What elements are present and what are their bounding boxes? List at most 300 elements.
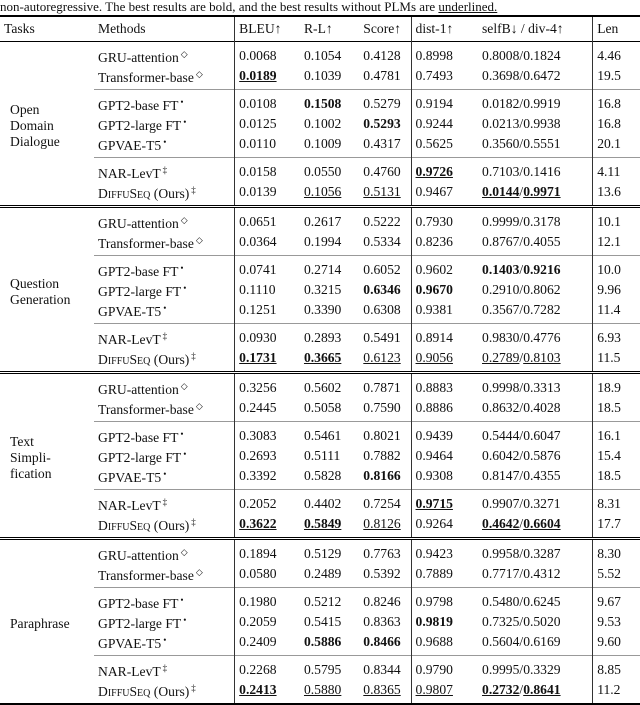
bleu-cell [235, 300, 300, 324]
bleu-value: 0.2059 [239, 614, 277, 629]
score-value: 0.5491 [363, 330, 401, 345]
dist1-cell [411, 280, 478, 300]
method-marker: ‡ [162, 497, 168, 507]
dist1-cell [411, 490, 478, 515]
len-value: 16.8 [597, 116, 621, 131]
dist1-cell [411, 256, 478, 281]
selfb-value: 0.0182 [482, 96, 520, 111]
method-name: GPVAE-T5 [98, 470, 162, 485]
score-value: 0.5334 [363, 234, 401, 249]
bleu-cell [235, 539, 300, 565]
rl-cell [300, 256, 359, 281]
dist1-value: 0.9423 [415, 546, 453, 561]
method-name: GPT2-large FT [98, 450, 182, 465]
selfb-value: 0.4642 [482, 516, 520, 531]
dist1-cell [411, 398, 478, 422]
rl-cell [300, 490, 359, 515]
table-row [0, 207, 640, 233]
section [0, 42, 640, 207]
bleu-value: 0.1251 [239, 302, 277, 317]
score-cell [359, 539, 411, 565]
method-name: Transformer-base [98, 70, 194, 85]
len-value: 12.1 [597, 234, 621, 249]
rl-cell [300, 398, 359, 422]
len-value: 4.46 [597, 48, 621, 63]
len-cell [593, 280, 640, 300]
rl-cell [300, 632, 359, 656]
div4-value: 0.8062 [523, 282, 561, 297]
len-cell [593, 232, 640, 256]
score-value: 0.8166 [363, 468, 401, 483]
method-name: GPVAE-T5 [98, 138, 162, 153]
score-cell [359, 42, 411, 67]
task-label [0, 42, 94, 207]
bleu-value: 0.1731 [239, 350, 277, 365]
table-row [0, 324, 640, 349]
dist1-value: 0.9807 [415, 682, 453, 697]
selfb-value: 0.6042 [482, 448, 520, 463]
score-value: 0.7763 [363, 546, 401, 561]
rl-cell [300, 564, 359, 588]
method-name: NAR-LevT [98, 332, 161, 347]
len-cell [593, 656, 640, 681]
table-row [0, 398, 640, 422]
len-cell [593, 114, 640, 134]
len-value: 10.0 [597, 262, 621, 277]
len-value: 9.60 [597, 634, 621, 649]
table-row [0, 158, 640, 183]
rl-cell [300, 539, 359, 565]
method-name: GPVAE-T5 [98, 636, 162, 651]
method-name: DiffuSeq [98, 684, 151, 699]
len-value: 10.1 [597, 214, 621, 229]
rl-cell [300, 300, 359, 324]
div4-value: 0.6604 [523, 516, 561, 531]
method-marker: ‡ [162, 663, 168, 673]
method-name: GPT2-large FT [98, 284, 182, 299]
rl-cell [300, 114, 359, 134]
method-marker: • [183, 449, 187, 459]
len-value: 9.96 [597, 282, 621, 297]
selfb-div4-cell: 0.0213/0.9938 [478, 114, 593, 134]
score-value: 0.8021 [363, 428, 401, 443]
task-name: Text Simpli- fication [10, 433, 52, 481]
len-value: 6.93 [597, 330, 621, 345]
bleu-cell [235, 158, 300, 183]
score-cell [359, 564, 411, 588]
bleu-value: 0.1980 [239, 594, 277, 609]
rl-cell [300, 66, 359, 90]
div4-value: 0.9216 [523, 262, 561, 277]
method-name: Transformer-base [98, 402, 194, 417]
method-marker: ◇ [195, 567, 203, 577]
score-cell [359, 466, 411, 490]
bleu-value: 0.0068 [239, 48, 277, 63]
dist1-cell [411, 466, 478, 490]
score-cell [359, 66, 411, 90]
method-name: DiffuSeq [98, 352, 151, 367]
task-name: Question Generation [10, 275, 71, 307]
rl-cell [300, 207, 359, 233]
dist1-value: 0.9194 [415, 96, 453, 111]
len-cell [593, 446, 640, 466]
method-name: GRU-attention [98, 548, 179, 563]
div4-value: 0.4355 [523, 468, 561, 483]
dist1-value: 0.7493 [415, 68, 453, 83]
rl-value: 0.2893 [303, 330, 342, 345]
len-cell [593, 514, 640, 539]
rl-value: 0.1994 [303, 234, 342, 249]
method-marker: ◇ [195, 69, 203, 79]
selfb-div4-cell: 0.7325/0.5020 [478, 612, 593, 632]
dist1-cell [411, 373, 478, 399]
method-cell [94, 232, 235, 256]
table-row [0, 656, 640, 681]
table-row [0, 42, 640, 67]
dist1-value: 0.8914 [415, 330, 453, 345]
len-cell [593, 373, 640, 399]
table-row [0, 182, 640, 207]
score-cell [359, 422, 411, 447]
score-cell [359, 182, 411, 207]
method-cell [94, 680, 235, 704]
bleu-cell [235, 588, 300, 613]
method-marker: • [163, 635, 167, 645]
dist1-value: 0.9715 [415, 496, 453, 511]
rl-value: 0.5880 [303, 682, 342, 697]
rl-cell [300, 588, 359, 613]
selfb-value: 0.1403 [482, 262, 520, 277]
selfb-div4-cell: 0.9999/0.3178 [478, 207, 593, 233]
div4-value: 0.4776 [523, 330, 561, 345]
rl-cell [300, 182, 359, 207]
table-row [0, 66, 640, 90]
rl-cell [300, 324, 359, 349]
score-cell [359, 588, 411, 613]
selfb-div4-cell: 0.7103/0.1416 [478, 158, 593, 183]
section [0, 539, 640, 705]
selfb-div4-cell: 0.3560/0.5551 [478, 134, 593, 158]
rl-cell [300, 158, 359, 183]
selfb-value: 0.8767 [482, 234, 520, 249]
rl-cell [300, 232, 359, 256]
rl-cell [300, 466, 359, 490]
score-cell [359, 324, 411, 349]
method-cell [94, 90, 235, 115]
score-cell [359, 256, 411, 281]
selfb-value: 0.7103 [482, 164, 520, 179]
rl-cell [300, 422, 359, 447]
rl-value: 0.5111 [303, 448, 341, 463]
len-cell [593, 182, 640, 207]
selfb-div4-cell: 0.0182/0.9919 [478, 90, 593, 115]
len-value: 5.52 [597, 566, 621, 581]
method-name: Transformer-base [98, 236, 194, 251]
table-row [0, 466, 640, 490]
score-cell [359, 232, 411, 256]
rl-value: 0.3665 [303, 350, 342, 365]
div4-value: 0.3178 [523, 214, 561, 229]
score-cell [359, 446, 411, 466]
dist1-value: 0.9264 [415, 516, 453, 531]
method-marker: ‡ [162, 331, 168, 341]
rl-value: 0.3215 [303, 282, 342, 297]
len-cell [593, 612, 640, 632]
selfb-value: 0.9958 [482, 546, 520, 561]
dist1-cell [411, 324, 478, 349]
rl-value: 0.2617 [303, 214, 342, 229]
task-name: Open Domain Dialogue [10, 101, 60, 149]
score-cell [359, 158, 411, 183]
score-value: 0.7590 [363, 400, 401, 415]
dist1-value: 0.9670 [415, 282, 453, 297]
bleu-value: 0.0110 [239, 136, 277, 151]
method-name: NAR-LevT [98, 664, 161, 679]
bleu-value: 0.3083 [239, 428, 277, 443]
score-value: 0.8126 [363, 516, 401, 531]
method-marker: • [163, 469, 167, 479]
dist1-value: 0.9798 [415, 594, 453, 609]
dist1-value: 0.5625 [415, 136, 453, 151]
method-cell [94, 612, 235, 632]
bleu-value: 0.0125 [239, 116, 277, 131]
selfb-div4-cell: 0.8632/0.4028 [478, 398, 593, 422]
method-name: DiffuSeq [98, 186, 151, 201]
bleu-cell [235, 514, 300, 539]
method-marker: • [183, 117, 187, 127]
dist1-value: 0.9464 [415, 448, 453, 463]
len-cell [593, 564, 640, 588]
dist1-cell [411, 348, 478, 373]
results-table [0, 15, 640, 705]
len-cell [593, 422, 640, 447]
rl-value: 0.5886 [303, 634, 342, 649]
method-suffix: (Ours) [153, 684, 190, 699]
bleu-value: 0.2409 [239, 634, 277, 649]
selfb-div4-cell: 0.5604/0.6169 [478, 632, 593, 656]
selfb-value: 0.0213 [482, 116, 520, 131]
len-cell [593, 632, 640, 656]
method-cell [94, 656, 235, 681]
score-value: 0.5293 [363, 116, 401, 131]
bleu-value: 0.0139 [239, 184, 277, 199]
selfb-value: 0.2910 [482, 282, 520, 297]
selfb-div4-cell: 0.8008/0.1824 [478, 42, 593, 67]
dist1-cell [411, 514, 478, 539]
dist1-cell [411, 90, 478, 115]
len-value: 8.30 [597, 546, 621, 561]
method-marker: ◇ [180, 215, 188, 225]
bleu-cell [235, 66, 300, 90]
method-cell [94, 632, 235, 656]
table-row [0, 612, 640, 632]
len-cell [593, 539, 640, 565]
bleu-value: 0.0651 [239, 214, 277, 229]
bleu-cell [235, 280, 300, 300]
div4-value: 0.3287 [523, 546, 561, 561]
bleu-value: 0.0580 [239, 566, 277, 581]
dist1-value: 0.9688 [415, 634, 453, 649]
div4-value: 0.9971 [523, 184, 561, 199]
bleu-cell [235, 42, 300, 67]
bleu-cell [235, 612, 300, 632]
dist1-cell [411, 158, 478, 183]
score-value: 0.8363 [363, 614, 401, 629]
len-value: 4.11 [597, 164, 621, 179]
selfb-value: 0.7717 [482, 566, 520, 581]
score-cell [359, 490, 411, 515]
score-cell [359, 90, 411, 115]
dist1-value: 0.9439 [415, 428, 453, 443]
rl-value: 0.1039 [303, 68, 342, 83]
dist1-value: 0.9308 [415, 468, 453, 483]
len-cell [593, 398, 640, 422]
div4-value: 0.3313 [523, 380, 561, 395]
selfb-div4-cell: 0.8767/0.4055 [478, 232, 593, 256]
score-value: 0.6052 [363, 262, 401, 277]
bleu-value: 0.0158 [239, 164, 277, 179]
bleu-cell [235, 466, 300, 490]
method-name: DiffuSeq [98, 518, 151, 533]
task-label [0, 207, 94, 373]
method-marker: • [180, 97, 184, 107]
dist1-cell [411, 114, 478, 134]
selfb-value: 0.2732 [482, 682, 520, 697]
score-cell [359, 398, 411, 422]
div4-value: 0.6245 [523, 594, 561, 609]
header-score: Score↑ [359, 16, 411, 42]
method-cell [94, 114, 235, 134]
score-value: 0.7871 [363, 380, 401, 395]
score-value: 0.4317 [363, 136, 401, 151]
method-name: NAR-LevT [98, 166, 161, 181]
method-cell [94, 66, 235, 90]
table-row [0, 114, 640, 134]
selfb-div4-cell: 0.3567/0.7282 [478, 300, 593, 324]
dist1-value: 0.9790 [415, 662, 453, 677]
dist1-value: 0.9726 [415, 164, 453, 179]
bleu-value: 0.1894 [239, 546, 277, 561]
len-value: 16.1 [597, 428, 621, 443]
dist1-cell [411, 680, 478, 704]
selfb-value: 0.5444 [482, 428, 520, 443]
selfb-value: 0.8008 [482, 48, 520, 63]
task-name: Paraphrase [10, 615, 70, 631]
score-value: 0.5222 [363, 214, 401, 229]
selfb-value: 0.9998 [482, 380, 520, 395]
score-cell [359, 680, 411, 704]
table-row [0, 446, 640, 466]
method-cell [94, 466, 235, 490]
score-value: 0.7254 [363, 496, 401, 511]
div4-value: 0.7282 [523, 302, 561, 317]
table-caption [0, 0, 640, 15]
method-suffix: (Ours) [153, 186, 190, 201]
dist1-cell [411, 588, 478, 613]
method-name: GPT2-base FT [98, 98, 179, 113]
score-value: 0.7882 [363, 448, 401, 463]
div4-value: 0.5876 [523, 448, 561, 463]
dist1-value: 0.7930 [415, 214, 453, 229]
selfb-div4-cell: 0.9830/0.4776 [478, 324, 593, 349]
div4-value: 0.6047 [523, 428, 561, 443]
len-value: 19.5 [597, 68, 621, 83]
rl-value: 0.1002 [303, 116, 342, 131]
method-cell [94, 514, 235, 539]
dist1-value: 0.9056 [415, 350, 453, 365]
bleu-cell [235, 373, 300, 399]
len-cell [593, 300, 640, 324]
selfb-div4-cell: 0.9998/0.3313 [478, 373, 593, 399]
len-value: 11.4 [597, 302, 621, 317]
method-cell [94, 398, 235, 422]
len-cell [593, 134, 640, 158]
selfb-div4-cell: 0.2910/0.8062 [478, 280, 593, 300]
div4-value: 0.8641 [523, 682, 561, 697]
dist1-value: 0.8883 [415, 380, 453, 395]
bleu-value: 0.3392 [239, 468, 277, 483]
dist1-cell [411, 300, 478, 324]
bleu-cell [235, 182, 300, 207]
selfb-div4-cell: 0.8147/0.4355 [478, 466, 593, 490]
method-marker: ‡ [191, 683, 196, 693]
score-value: 0.8365 [363, 682, 401, 697]
rl-value: 0.5415 [303, 614, 342, 629]
table-row [0, 514, 640, 539]
method-marker: • [180, 595, 184, 605]
len-value: 20.1 [597, 136, 621, 151]
rl-value: 0.5129 [303, 546, 342, 561]
score-cell [359, 632, 411, 656]
table-row [0, 564, 640, 588]
header-tasks: Tasks [4, 21, 35, 36]
bleu-cell [235, 114, 300, 134]
header-dist1: dist-1↑ [415, 21, 454, 36]
table-row [0, 256, 640, 281]
bleu-value: 0.0741 [239, 262, 277, 277]
div4-value: 0.4028 [523, 400, 561, 415]
score-cell [359, 300, 411, 324]
table-row [0, 588, 640, 613]
method-marker: ◇ [180, 381, 188, 391]
len-cell [593, 256, 640, 281]
selfb-value: 0.9995 [482, 662, 520, 677]
method-cell [94, 182, 235, 207]
selfb-value: 0.9999 [482, 214, 520, 229]
rl-cell [300, 42, 359, 67]
bleu-cell [235, 90, 300, 115]
len-cell [593, 466, 640, 490]
dist1-cell [411, 66, 478, 90]
dist1-cell [411, 612, 478, 632]
selfb-div4-cell: 0.9958/0.3287 [478, 539, 593, 565]
dist1-value: 0.9602 [415, 262, 453, 277]
table-row [0, 232, 640, 256]
table-row [0, 680, 640, 704]
bleu-cell [235, 422, 300, 447]
method-name: GPT2-base FT [98, 596, 179, 611]
method-cell [94, 256, 235, 281]
selfb-value: 0.3698 [482, 68, 520, 83]
len-cell [593, 66, 640, 90]
bleu-value: 0.2268 [239, 662, 277, 677]
table-row [0, 134, 640, 158]
selfb-div4-cell: 0.5444/0.6047 [478, 422, 593, 447]
header-row [0, 16, 640, 42]
table-row [0, 300, 640, 324]
method-marker: ◇ [180, 49, 188, 59]
section [0, 373, 640, 539]
